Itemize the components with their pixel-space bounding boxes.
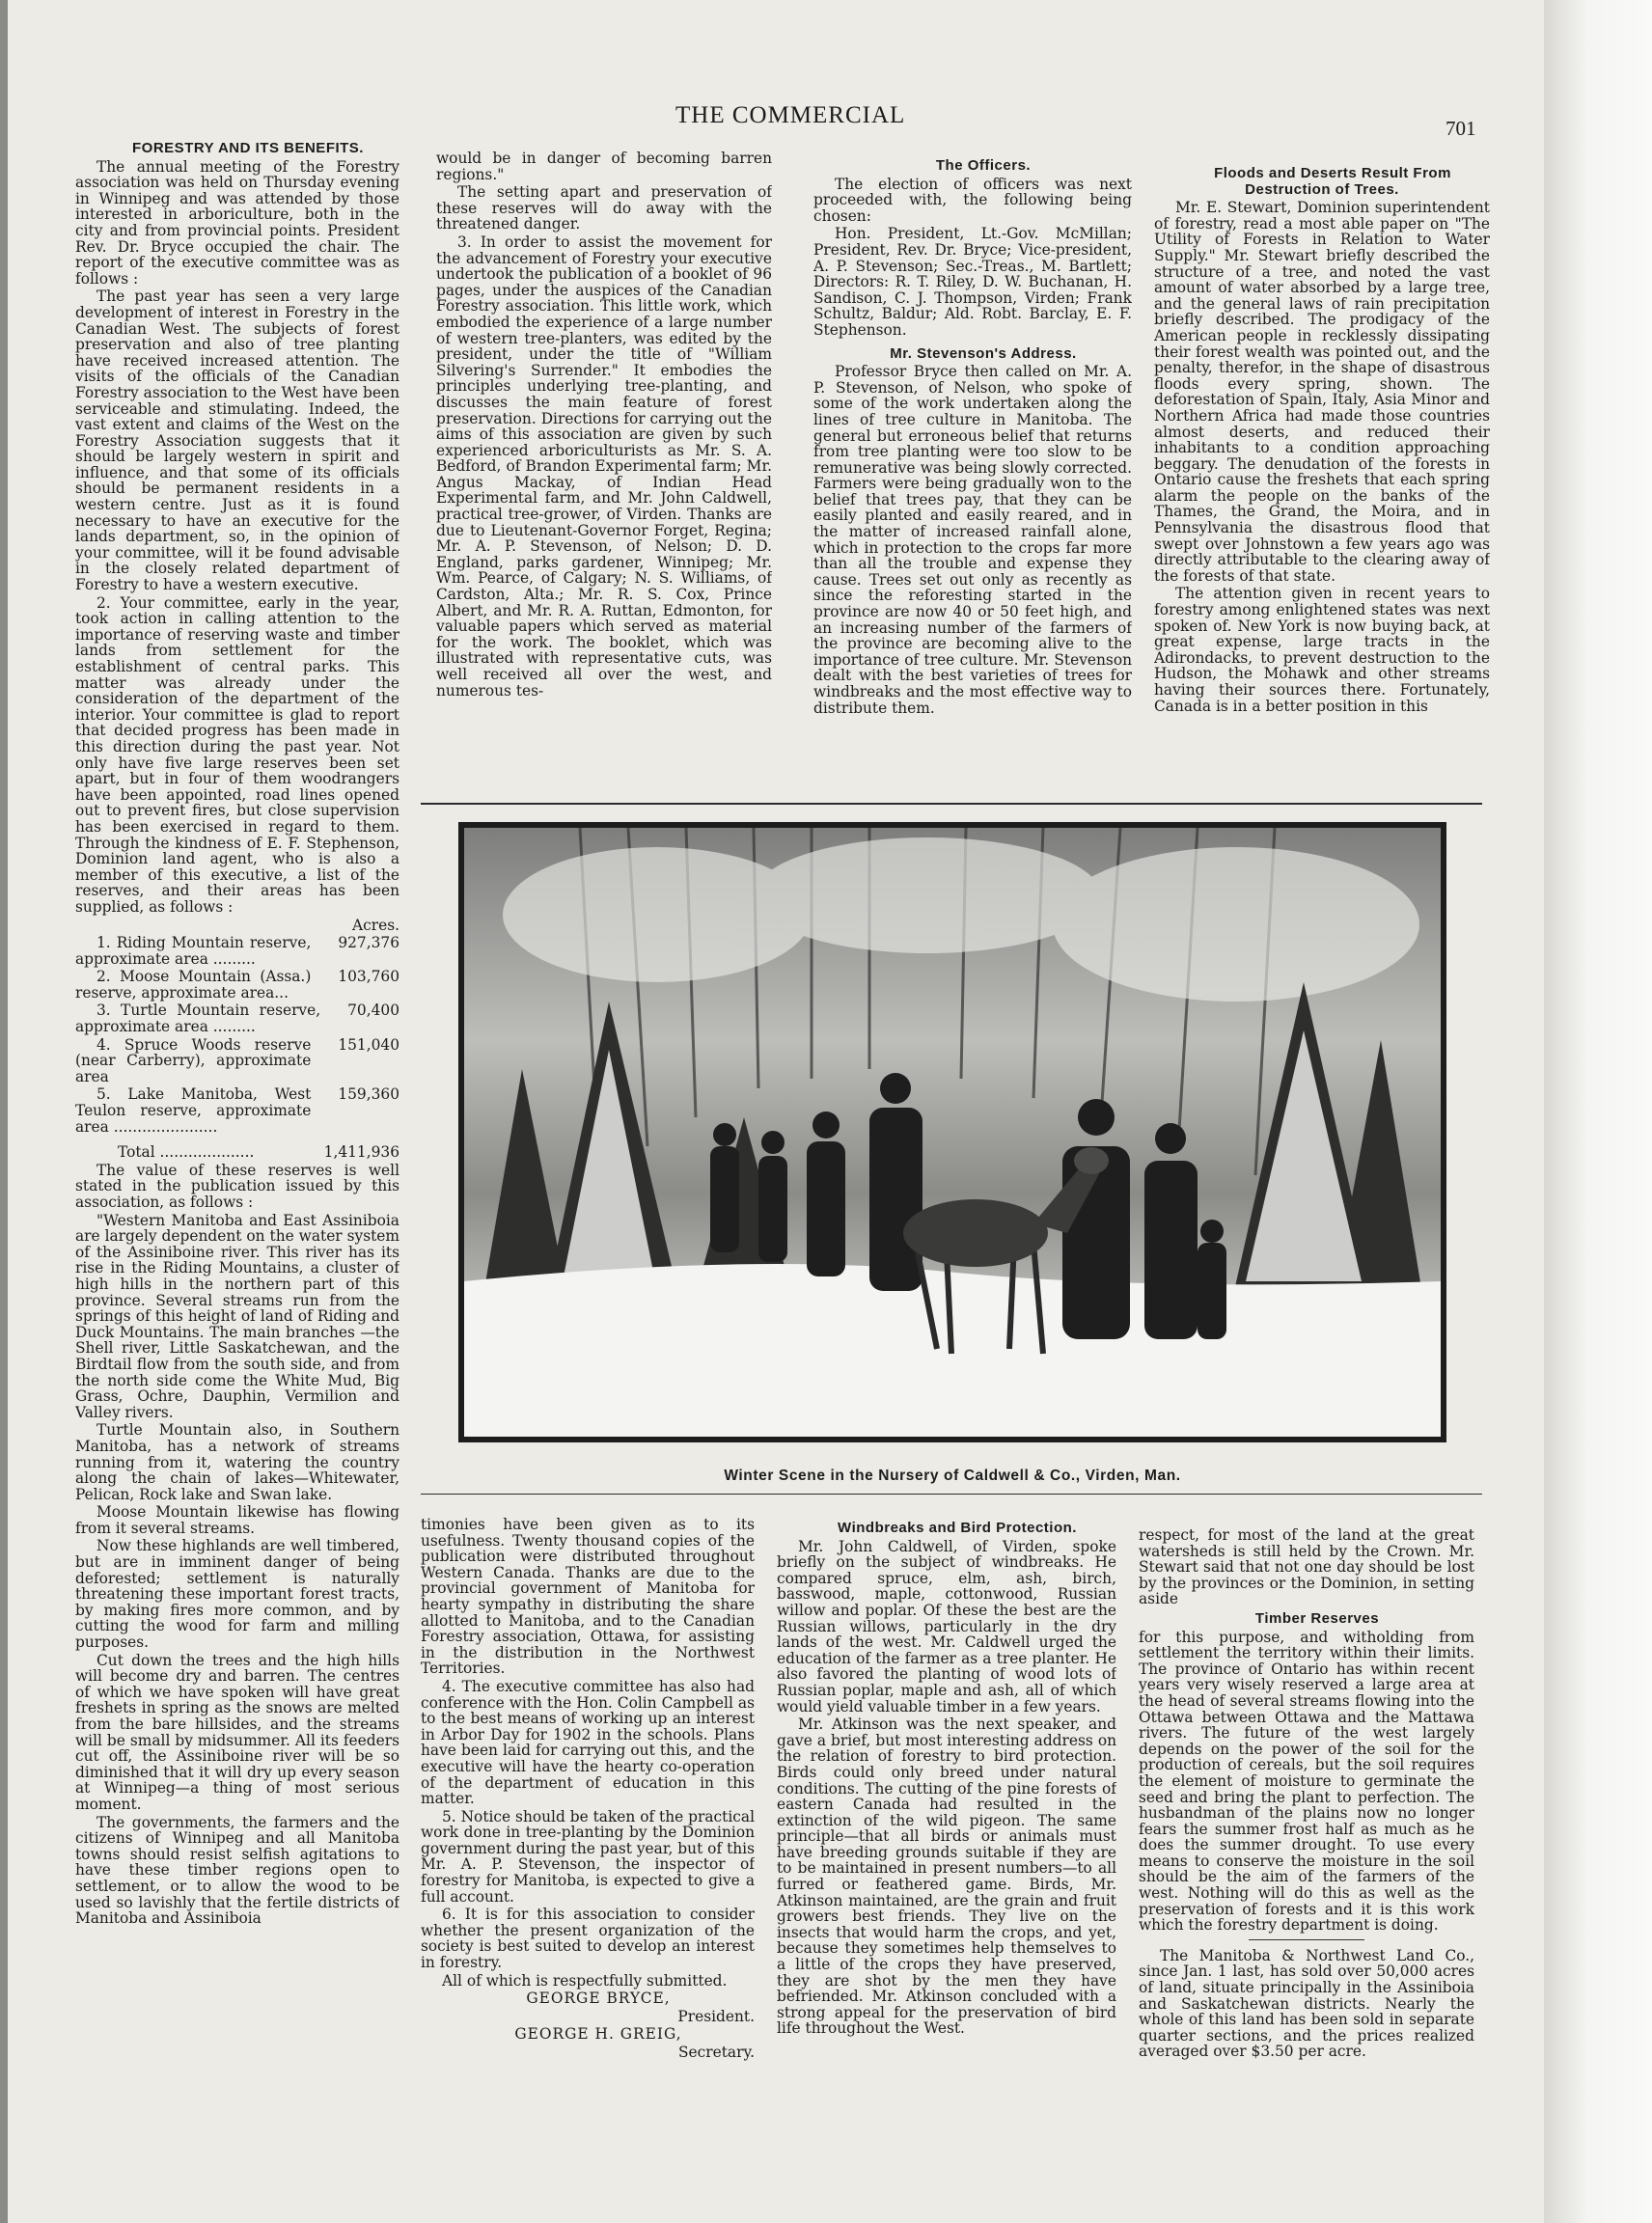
- paragraph: The governments, the farmers and the citizens of Winnipeg and all Manitoba towns should resist selfish agitations to have these timber regions open to settlement, or to allow the wood to be used so lavishly that the fertile districts of Manitoba and Assiniboia: [75, 1813, 399, 1928]
- paragraph: Mr. Atkinson was the next speaker, and gave a brief, but most interesting address on the relation of forestry to bird protection. Birds could only breed under natural conditions. The cutting of the pine forests of eastern Canada had resulted in the extinction of the wild pigeon. The same principle—that all birds or animals must have breeding grounds suitable if they are to be maintained in present numbers—to all furred or feathered game. Birds, Mr. Atkinson maintained, are the grain and fruit growers best friends. They live on the insects that would harm the crops, and yet, because they sometimes help themselves to a little of the crops they have preserved, they are shot by the men they have befriended. Mr. Atkinson concluded with a strong appeal for the preservation of bird life throughout the West.: [777, 1715, 1116, 2038]
- reserve-row: 2. Moose Mountain (Assa.) reserve, approximate area... 103,760: [75, 968, 399, 1002]
- officers-list: Hon. President, Lt.-Gov. McMillan; President, Rev. Dr. Bryce; Vice-president, A. P. Stevenson; Sec.-Treas., M. Bartlett; Directors: R. T. Riley, D. W. Buchanan, H. Sandison, C. J. Thompson, Virden; Frank Schultz, Baldur; Ald. Robt. Barclay, E. F. Stephenson.: [813, 225, 1132, 339]
- section-rule: [421, 803, 1482, 805]
- paragraph: Cut down the trees and the high hills will become dry and barren. The centres of which we have spoken will have great freshets in spring as the snows are melted from the bare hillsides, and the streams will be small by midsummer. All its feeders cut off, the Assiniboine river will be so diminished that it will dry up every season at Winnipeg—a thing of most serious moment.: [75, 1651, 399, 1813]
- paragraph: The Manitoba & Northwest Land Co., since Jan. 1 last, has sold over 50,000 acres of land, situate principally in the Assiniboia and Saskatchewan districts. Nearly the whole of this land has been sold in separate quarter sections, and the prices realized averaged over $3.50 per acre.: [1139, 1946, 1474, 2061]
- photo-caption: Winter Scene in the Nursery of Caldwell & Co., Virden, Man.: [724, 1468, 1181, 1484]
- paragraph: Turtle Mountain also, in Southern Manitoba, has a network of streams running from it, watering the country along the chain of lakes—Whitewater, Pelican, Rock lake and Swan lake.: [75, 1421, 399, 1503]
- paragraph: The annual meeting of the Forestry association was held on Thursday evening in Winnipeg and was attended by those interested in arboriculture, both in the city and from provincial points. President Rev. Dr. Bryce occupied the chair. The report of the executive committee was as follows :: [75, 157, 399, 288]
- short-rule: [1249, 1939, 1364, 1940]
- column-timber: [1139, 1527, 1474, 2126]
- paragraph: Mr. John Caldwell, of Virden, spoke briefly on the subject of windbreaks. He compared spruce, elm, ash, birch, basswood, maple, cottonwood, Russian willow and poplar. Of these the best are the Russian willows, particularly in the dry lands of the west. Mr. Caldwell urged the education of the farmer as a tree planter. He also favored the planting of wood lots of Russian poplar, maple and ash, all of which would yield valuable timber in a few years.: [777, 1537, 1116, 1715]
- paragraph: The attention given in recent years to forestry among enlightened states was next spoken of. New York is now buying back, at great expense, large tracts in the Adirondacks, to prevent destruction to the Hudson, the Mohawk and other streams having their sources there. Fortunately, Canada is in a better position in this: [1154, 585, 1490, 715]
- scan-edge: [0, 0, 8, 2223]
- page-margin: [1544, 0, 1652, 2223]
- article-heading: Timber Reserves: [1254, 1609, 1380, 1627]
- paragraph: "Western Manitoba and East Assiniboia are largely dependent on the water system of the Assiniboine river. This river has its rise in the Riding Mountains, a cluster of high hills in the northern part of this province. Several streams run from the springs of this height of land of Riding and Duck Mountains. The main branches —the Shell river, Little Saskatchewan, and the Birdtail flow from the south side, and from the north side come the White Mud, Big Grass, Ochre, Dauphin, Vermilion and Valley rivers.: [75, 1211, 399, 1421]
- column-booklet: [436, 151, 772, 783]
- paragraph: Professor Bryce then called on Mr. A. P. Stevenson, of Nelson, who spoke of some of the work undertaken along the lines of tree culture in Manitoba. The general but erroneous belief that returns from tree planting were too slow to be remunerative was being slowly corrected. Farmers were being gradually won to the belief that trees pay, that they can be easily planted and easily reared, and in the matter of increased rainfall alone, which in protection to the crops far more than all the trouble and expense they cause. Trees set out only as recently as since the reforesting started in the province are now 40 or 50 feet high, and an increasing number of the farmers of the province are becoming alive to the importance of tree culture. Mr. Stevenson dealt with the best varieties of trees for windbreaks and the most effective way to distribute them.: [813, 363, 1132, 717]
- column-windbreaks: [777, 1521, 1116, 2134]
- paragraph: would be in danger of becoming barren regions.": [436, 151, 772, 183]
- column-floods: [1154, 166, 1490, 783]
- reserve-total: Total .................... 1,411,936: [118, 1143, 399, 1162]
- section-rule: [421, 1494, 1482, 1495]
- masthead: THE COMMERCIAL: [675, 102, 906, 128]
- reserve-row: 4. Spruce Woods reserve (near Carberry), approximate area 151,040: [75, 1035, 399, 1085]
- column-executive: [421, 1517, 755, 2134]
- paragraph: timonies have been given as to its usefulness. Twenty thousand copies of the publication were distributed throughout Western Canada. Thanks are due to the provincial government of Manitoba for hearty sympathy in distributing the share allotted to Manitoba, and to the Canadian Forestry association, Ottawa, for assisting in the distribution in the Northwest Territories.: [421, 1517, 755, 1678]
- article-heading: FORESTRY AND ITS BENEFITS.: [132, 141, 364, 156]
- paragraph: The setting apart and preservation of these reserves will do away with the threatened danger.: [436, 183, 772, 233]
- paragraph: Moose Mountain likewise has flowing from it several streams.: [75, 1503, 399, 1537]
- paragraph: 6. It is for this association to consider whether the present organization of the society is best suited to develop an interest in forestry.: [421, 1906, 755, 1972]
- column-officers: [813, 158, 1132, 783]
- article-heading: Windbreaks and Bird Protection.: [838, 1521, 1077, 1536]
- paragraph: Now these highlands are well timbered, but are in imminent danger of being deforested; settlement is naturally threatening these important forest tracts, by making fires more common, and by cutting the wood for farm and milling purposes.: [75, 1537, 399, 1652]
- photo-illustration: [464, 828, 1441, 1437]
- paragraph: 3. In order to assist the movement for the advancement of Forestry your executive undertook the publication of a booklet of 96 pages, under the auspices of the Canadian Forestry association. This little work, which embodied the experience of a large number of western tree-planters, was edited by the president, under the title of "William Silvering's Surrender." It embodies the principles underlying tree-planting, and discusses the main feature of forest preservation. Directions for carrying out the aims of this association are given by such experienced arboriculturists as Mr. S. A. Bedford, of Brandon Experimental farm; Mr. Angus Mackay, of Indian Head Experimental farm, and Mr. John Caldwell, practical tree-grower, of Virden. Thanks are due to Lieutenant-Governor Forget, Regina; Mr. A. P. Stevenson, of Nelson; D. D. England, parks gardener, Winnipeg; Mr. Wm. Pearce, of Calgary; N. S. Williams, of Cardston, Alta.; Mr. R. S. Cox, Prince Albert, and Mr. R. A. Ruttan, Edmonton, for valuable papers which served as material for the work. The booklet, which was illustrated with representative cuts, was well received all over the west, and numerous tes-: [436, 233, 772, 700]
- paragraph: The election of officers was next proceeded with, the following being chosen:: [813, 175, 1132, 225]
- column-forestry: [75, 141, 399, 2128]
- signature-title: Secretary.: [678, 2044, 755, 2061]
- signature-name: GEORGE H. GREIG,: [514, 2025, 682, 2044]
- page-number: 701: [1446, 117, 1476, 140]
- paragraph: 4. The executive committee has also had conference with the Hon. Colin Campbell as to the best means of working up an interest in Arbor Day for 1902 in the schools. Plans have been laid for carrying out this, and the executive will have the hearty co-operation of the department of education in this matter.: [421, 1677, 755, 1808]
- article-heading: Mr. Stevenson's Address.: [890, 344, 1077, 362]
- paragraph: 2. Your committee, early in the year, took action in calling attention to the importance of reserving waste and timber lands from settlement for the establishment of central parks. This matter was already under the consideration of the department of the interior. Your committee is glad to report that decided progress has been made in this direction during the past year. Not only have five large reserves been set apart, but in four of them woodrangers have been appointed, road lines opened out to prevent fires, but close supervision has been exercised in regard to them. Through the kindness of E. F. Stephenson, Dominion land agent, who is also a member of this executive, a list of the reserves, and their areas has been supplied, as follows :: [75, 593, 399, 916]
- acres-header: Acres.: [352, 916, 399, 934]
- signature-name: GEORGE BRYCE,: [526, 1990, 671, 2008]
- signature-title: President.: [677, 2007, 755, 2025]
- paragraph: respect, for most of the land at the great watersheds is still held by the Crown. Mr. Stewart said that not one day should be lost by the provinces or the Dominion, in setting aside: [1139, 1527, 1474, 1608]
- paragraph: The past year has seen a very large development of interest in Forestry in the Canadian West. The subjects of forest preservation and also of tree planting have received increased attention. The visits of the officials of the Canadian Forestry association to the West have been serviceable and stimulating. Indeed, the vast extent and claims of the West on the Forestry Association suggests that it should be largely western in spirit and influence, and that some of its officials should be permanent residents in a western centre. Just as it is found necessary to have an executive for the lands department, so, in the opinion of your committee, will it be found advisable in the closely related department of Forestry to have a western executive.: [75, 288, 399, 594]
- paragraph: Mr. E. Stewart, Dominion superintendent of forestry, read a most able paper on "The Utility of Forests in Relation to Water Supply." Mr. Stewart briefly described the structure of a tree, and noted the vast amount of water absorbed by a large tree, and the general laws of rain precipitation briefly described. The prodigacy of the American people in recklessly dissipating their forest wealth was pointed out, and the penalty, therefor, in the shape of disastrous floods every spring, shown. The deforestation of Spain, Italy, Asia Minor and Northern Africa had made those countries almost deserts, and reduced their inhabitants to a condition approaching beggary. The denudation of the forests in Ontario cause the freshets that each spring alarm the people on the banks of the Thames, the Grand, the Moira, and in Pennsylvania the disastrous flood that swept over Johnstown a few years ago was directly attributable to the clearing away of the forests of that state.: [1154, 199, 1490, 585]
- paragraph: 5. Notice should be taken of the practical work done in tree-planting by the Dominion government during the past year, but of this Mr. A. P. Stevenson, the inspector of forestry for Manitoba, is expected to give a full account.: [421, 1807, 755, 1906]
- article-heading: The Officers.: [935, 158, 1032, 174]
- article-heading: Floods and Deserts Result From Destruction of Trees.: [1214, 166, 1451, 198]
- reserve-table: [75, 935, 399, 1161]
- reserve-row: 1. Riding Mountain reserve, approximate area ......... 927,376: [75, 934, 399, 968]
- paragraph: for this purpose, and witholding from settlement the territory within their limits. The province of Ontario has within recent years very wisely reserved a large area at the head of several streams flowing into the Ottawa between Ottawa and the Mattawa rivers. The future of the west largely depends on the power of the soil for the production of cereals, but the soil requires the element of moisture to germinate the seed and bring the plant to perfection. The husbandman of the plains now no longer fears the summer frost half as much as he does the summer drought. To use every means to conserve the moisture in the soil should be the aim of the farmers of the west. Nothing will do this as well as the preservation of forests and it is this work which the forestry department is doing.: [1139, 1628, 1474, 1935]
- reserve-row: 3. Turtle Mountain reserve, approximate area ......... 70,400: [75, 1002, 399, 1036]
- paragraph: The value of these reserves is well stated in the publication issued by this association, as follows :: [75, 1161, 399, 1211]
- winter-nursery-photo: [458, 822, 1446, 1442]
- reserve-row: 5. Lake Manitoba, West Teulon reserve, approximate area ...................... 159,360: [75, 1085, 399, 1136]
- paragraph: All of which is respectfully submitted.: [442, 1971, 728, 1990]
